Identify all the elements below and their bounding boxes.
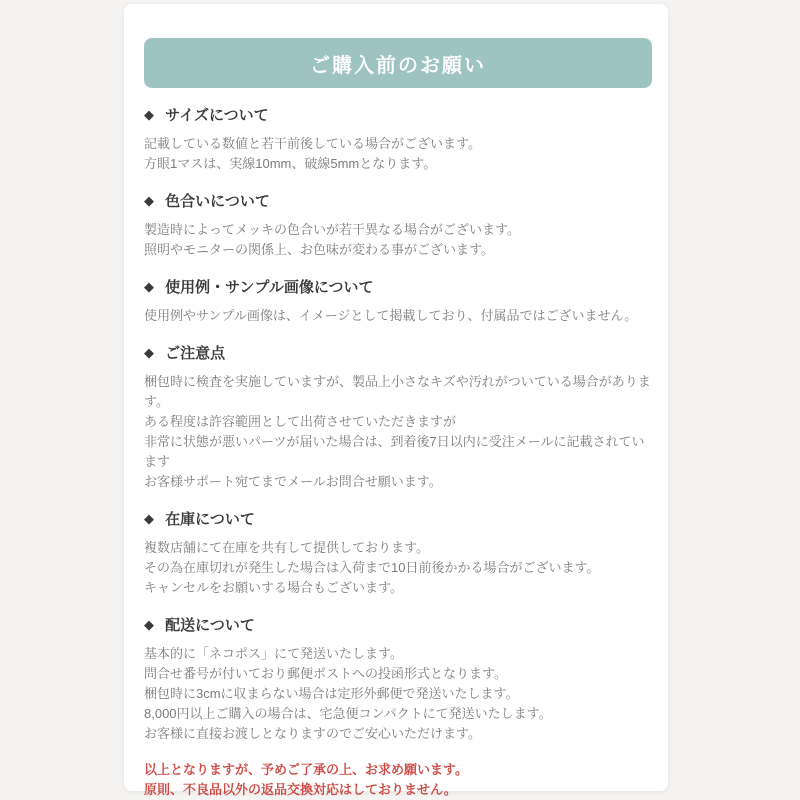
warning-line: 原則、不良品以外の返品交換対応はしておりません。 [144, 782, 457, 797]
section-heading [144, 106, 652, 126]
section-title: 在庫について [165, 511, 255, 528]
body-line: キャンセルをお願いする場合もございます。 [144, 580, 403, 595]
body-line: 方眼1マスは、実線10mm、破線5mmとなります。 [144, 156, 437, 171]
diamond-bullet-icon: ◆ [144, 617, 154, 632]
body-line: 製造時によってメッキの色合いが若干異なる場合がございます。 [144, 222, 520, 237]
notice-section [144, 278, 652, 326]
section-body [144, 644, 652, 744]
notice-section [144, 192, 652, 260]
section-heading [144, 510, 652, 530]
notice-section [144, 344, 652, 492]
section-title: サイズについて [165, 107, 269, 124]
purchase-notice-card [124, 4, 668, 797]
section-title: ご注意点 [165, 345, 226, 362]
section-body [144, 306, 652, 326]
section-heading [144, 616, 652, 636]
section-title: 配送について [165, 617, 255, 634]
section-body [144, 372, 652, 492]
sections-container [144, 106, 652, 744]
body-line: 記載している数値と若干前後している場合がございます。 [144, 136, 481, 151]
section-body [144, 538, 652, 598]
diamond-bullet-icon: ◆ [144, 279, 154, 294]
body-line: お客様に直接お渡しとなりますのでご安心いただけます。 [144, 726, 481, 741]
notice-section [144, 616, 652, 744]
section-title: 使用例・サンプル画像について [165, 279, 374, 296]
notice-section [144, 510, 652, 598]
body-line: その為在庫切れが発生した場合は入荷まで10日前後かかる場合がございます。 [144, 560, 600, 575]
diamond-bullet-icon: ◆ [144, 511, 154, 526]
notice-banner [144, 38, 652, 88]
section-body [144, 220, 652, 260]
body-line: 8,000円以上ご購入の場合は、宅急便コンパクトにて発送いたします。 [144, 706, 552, 721]
section-heading [144, 192, 652, 212]
section-heading [144, 344, 652, 364]
section-body [144, 134, 652, 174]
section-title: 色合いについて [165, 193, 270, 210]
section-heading [144, 278, 652, 298]
footer-warning [144, 760, 652, 800]
body-line: ある程度は許容範囲として出荷させていただきますが [144, 414, 457, 429]
body-line: お客様サポート宛てまでメールお問合せ願います。 [144, 474, 442, 489]
banner-title: ご購入前のお願い [310, 54, 486, 77]
body-line: 梱包時に3cmに収まらない場合は定形外郵便で発送いたします。 [144, 686, 519, 701]
warning-line: 以上となりますが、予めご了承の上、お求め願います。 [144, 762, 468, 777]
body-line: 照明やモニターの関係上、お色味が変わる事がございます。 [144, 242, 494, 257]
diamond-bullet-icon: ◆ [144, 107, 154, 122]
notice-section [144, 106, 652, 174]
body-line: 梱包時に検査を実施していますが、製品上小さなキズや汚れがついている場合があります。 [144, 374, 651, 409]
body-line: 非常に状態が悪いパーツが届いた場合は、到着後7日以内に受注メールに記載されています [144, 434, 645, 469]
diamond-bullet-icon: ◆ [144, 193, 154, 208]
body-line: 基本的に「ネコポス」にて発送いたします。 [144, 646, 403, 661]
body-line: 複数店舗にて在庫を共有して提供しております。 [144, 540, 429, 555]
body-line: 問合せ番号が付いており郵便ポストへの投函形式となります。 [144, 666, 507, 681]
diamond-bullet-icon: ◆ [144, 345, 154, 360]
body-line: 使用例やサンプル画像は、イメージとして掲載しており、付属品ではございません。 [144, 308, 638, 323]
